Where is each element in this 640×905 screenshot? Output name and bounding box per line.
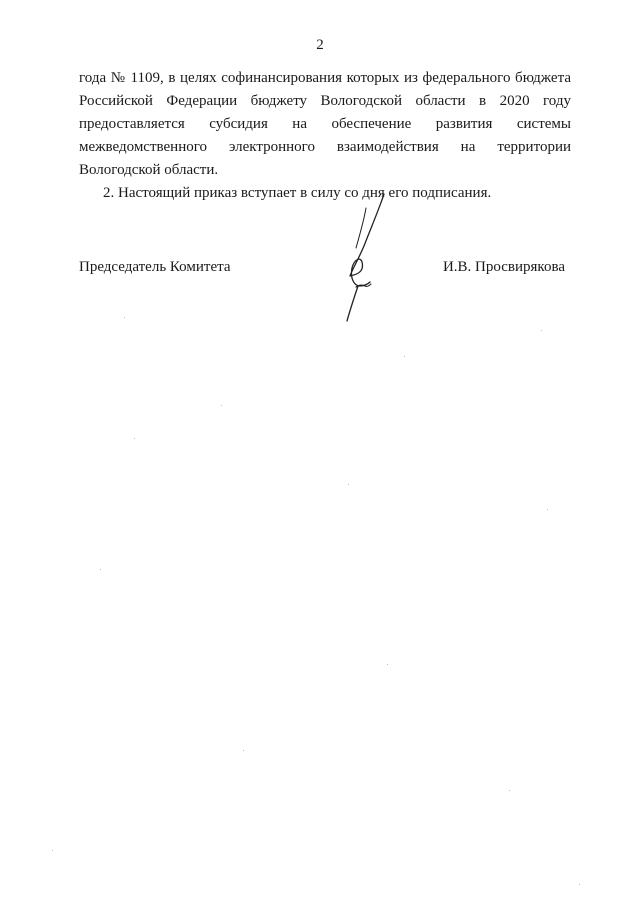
scan-speck	[100, 569, 101, 570]
signature-block	[79, 256, 571, 279]
scan-speck	[541, 330, 542, 331]
paragraph-effective-date: 2. Настоящий приказ вступает в силу со дня его подписания.	[103, 185, 492, 201]
scan-speck	[579, 884, 580, 885]
scan-speck	[387, 664, 388, 665]
scan-speck	[243, 750, 244, 751]
paragraph-continuation	[79, 67, 571, 182]
scan-speck	[52, 850, 53, 851]
page-number: 2	[316, 37, 324, 53]
scan-speck	[547, 509, 548, 510]
scan-speck	[509, 790, 510, 791]
scan-speck	[348, 484, 349, 485]
scan-speck	[124, 317, 125, 318]
signer-name: И.В. Просвирякова	[442, 259, 565, 275]
scan-speck	[404, 356, 405, 357]
signer-position: Председатель Комитета	[79, 259, 231, 275]
text-line: года № 1109, в целях софинансирования которых из федерального бюджета	[79, 70, 571, 86]
text-line: межведомственного электронного взаимодействия на территории	[79, 139, 571, 155]
scan-speck	[221, 405, 222, 406]
handwritten-signature	[330, 190, 390, 325]
scan-speck	[134, 438, 135, 439]
text-line: Российской Федерации бюджету Вологодской области в 2020 году	[79, 93, 571, 109]
text-line: Вологодской области.	[79, 162, 219, 178]
text-line: предоставляется субсидия на обеспечение развития системы	[79, 116, 571, 132]
